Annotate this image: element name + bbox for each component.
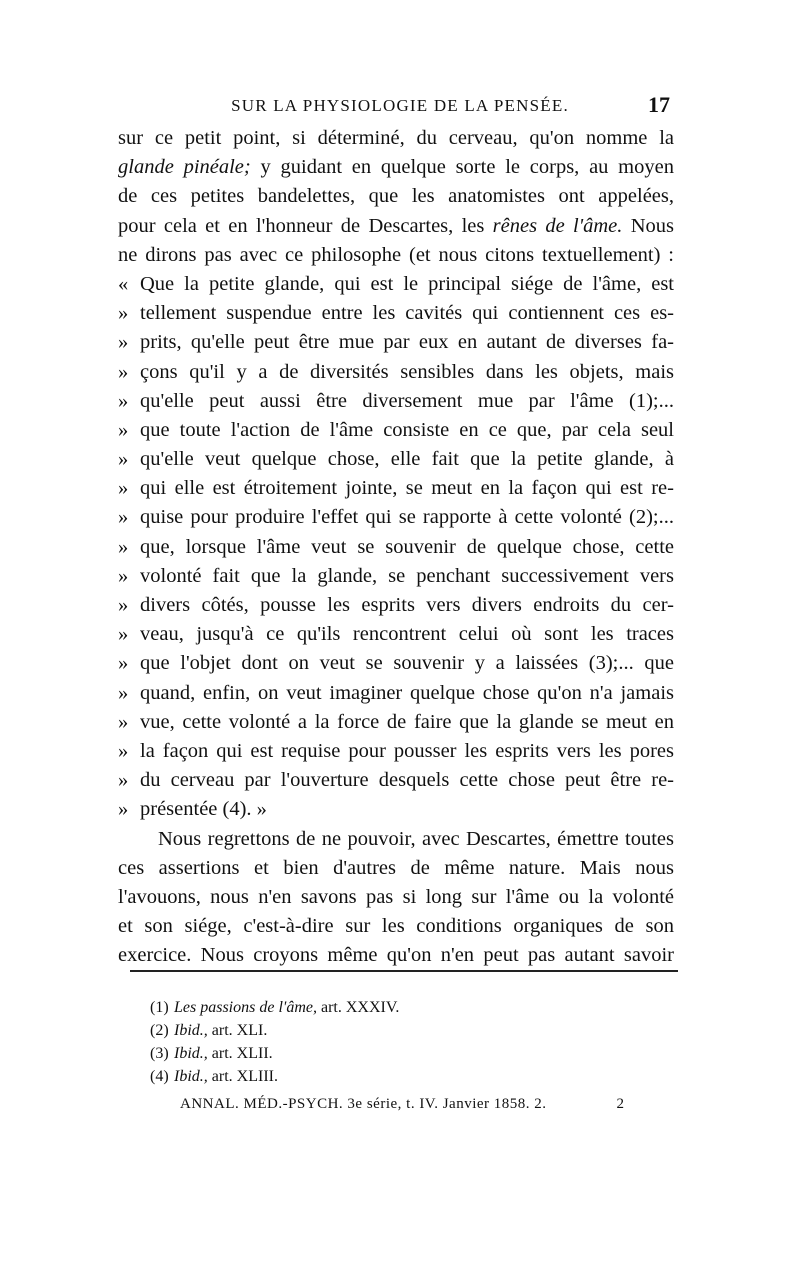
- footnote-ref: art. XLI.: [207, 1022, 268, 1039]
- text-line: pour cela et en l'honneur de Descartes, les rênes de l'âme. Nous: [118, 214, 674, 237]
- quote-line: » présentée (4). »: [118, 795, 674, 824]
- footnote-title: Ibid.,: [174, 1068, 208, 1085]
- quote-line: » qui elle est étroitement jointe, se meut en la façon qui est re-: [118, 474, 674, 503]
- text-line: Nous regrettons de ne pouvoir, avec Descartes, émettre toutes: [158, 827, 674, 850]
- quote-line: » divers côtés, pousse les esprits vers divers endroits du cer-: [118, 591, 674, 620]
- text-line: ces assertions et bien d'autres de même nature. Mais nous: [118, 856, 674, 879]
- quote-line: » volonté fait que la glande, se penchant successivement vers: [118, 562, 674, 591]
- footnote-ref: art. XXXIV.: [316, 999, 400, 1016]
- footnote-number: (3): [150, 1045, 169, 1062]
- quote-mark: »: [118, 418, 129, 441]
- quote-mark: »: [118, 477, 129, 500]
- footnote-title: Ibid.,: [174, 1022, 208, 1039]
- footnote: [150, 996, 550, 1019]
- quote-mark: »: [118, 389, 129, 412]
- quote-line: » quand, enfin, on veut imaginer quelque chose qu'on n'a jamais: [118, 679, 674, 708]
- quote-line: » tellement suspendue entre les cavités qui contiennent ces es-: [118, 299, 674, 328]
- body-text: [118, 124, 674, 970]
- text-line: et son siége, c'est-à-dire sur les conditions organiques de son: [118, 915, 674, 938]
- quote-mark: »: [118, 360, 129, 383]
- quote-line: » çons qu'il y a de diversités sensibles dans les objets, mais: [118, 358, 674, 387]
- footnote-divider: [130, 970, 678, 972]
- imprint-line: [180, 1096, 680, 1120]
- quote-line: » que l'objet dont on veut se souvenir y a laissées (3);... que: [118, 649, 674, 678]
- footnote-title: Ibid.,: [174, 1045, 208, 1062]
- quote-line: » la façon qui est requise pour pousser les esprits vers les pores: [118, 737, 674, 766]
- running-title: SUR LA PHYSIOLOGIE DE LA PENSÉE.: [231, 96, 569, 115]
- italic-term: rênes de l'âme.: [492, 214, 623, 237]
- quote-mark: »: [118, 681, 129, 704]
- footnote-ref: art. XLII.: [207, 1045, 273, 1062]
- signature-mark: 2: [616, 1096, 624, 1112]
- quote-line: » que toute l'action de l'âme consiste en ce que, par cela seul: [118, 416, 674, 445]
- quote-mark: »: [118, 535, 129, 558]
- quote-mark: »: [118, 798, 129, 821]
- quote-mark: »: [118, 448, 129, 471]
- footnote-number: (1): [150, 999, 169, 1016]
- quote-line: » qu'elle peut aussi être diversement mue par l'âme (1);...: [118, 387, 674, 416]
- quote-mark: »: [118, 769, 129, 792]
- quote-line: » quise pour produire l'effet qui se rapporte à cette volonté (2);...: [118, 503, 674, 532]
- footnote-title: Les passions de l'âme,: [174, 999, 317, 1016]
- quote-line: » prits, qu'elle peut être mue par eux en autant de diverses fa-: [118, 328, 674, 357]
- page-number: 17: [648, 92, 670, 117]
- quote-mark: «: [118, 272, 129, 295]
- imprint-text: ANNAL. MÉD.-PSYCH. 3e série, t. IV. Janvier 1858. 2.: [180, 1096, 547, 1112]
- footnotes: [150, 996, 550, 1088]
- quote-line: » du cerveau par l'ouverture desquels cette chose peut être re-: [118, 766, 674, 795]
- quote-line: » veau, jusqu'à ce qu'ils rencontrent celui où sont les traces: [118, 620, 674, 649]
- footnote-number: (4): [150, 1068, 169, 1085]
- quote-line: » qu'elle veut quelque chose, elle fait que la petite glande, à: [118, 445, 674, 474]
- footnote: [150, 1042, 550, 1065]
- quote-mark: »: [118, 564, 129, 587]
- text-line: exercice. Nous croyons même qu'on n'en peut pas autant savoir: [118, 944, 674, 967]
- text-line: glande pinéale; y guidant en quelque sorte le corps, au moyen: [118, 156, 674, 179]
- footnote: [150, 1019, 550, 1042]
- footnote-ref: art. XLIII.: [207, 1068, 278, 1085]
- text-line: l'avouons, nous n'en savons pas si long sur l'âme ou la volonté: [118, 885, 674, 908]
- quote-line: » vue, cette volonté a la force de faire que la glande se meut en: [118, 708, 674, 737]
- text-line: de ces petites bandelettes, que les anatomistes ont appelées,: [118, 185, 674, 208]
- text-line: sur ce petit point, si déterminé, du cerveau, qu'on nomme la: [118, 127, 674, 149]
- running-head: [130, 92, 670, 120]
- footnote-number: (2): [150, 1022, 169, 1039]
- quote-line: « Que la petite glande, qui est le principal siége de l'âme, est: [118, 270, 674, 299]
- text-line: ne dirons pas avec ce philosophe (et nous citons textuellement) :: [118, 243, 674, 266]
- quote-mark: »: [118, 739, 129, 762]
- italic-term: glande pinéale;: [118, 156, 251, 179]
- quote-mark: »: [118, 710, 129, 733]
- quote-mark: »: [118, 652, 129, 675]
- quote-mark: »: [118, 623, 129, 646]
- quote-mark: »: [118, 594, 129, 616]
- quote-mark: »: [118, 331, 129, 354]
- footnote: [150, 1065, 550, 1088]
- quote-mark: »: [118, 506, 129, 529]
- quote-mark: »: [118, 302, 129, 325]
- quote-line: » que, lorsque l'âme veut se souvenir de quelque chose, cette: [118, 533, 674, 562]
